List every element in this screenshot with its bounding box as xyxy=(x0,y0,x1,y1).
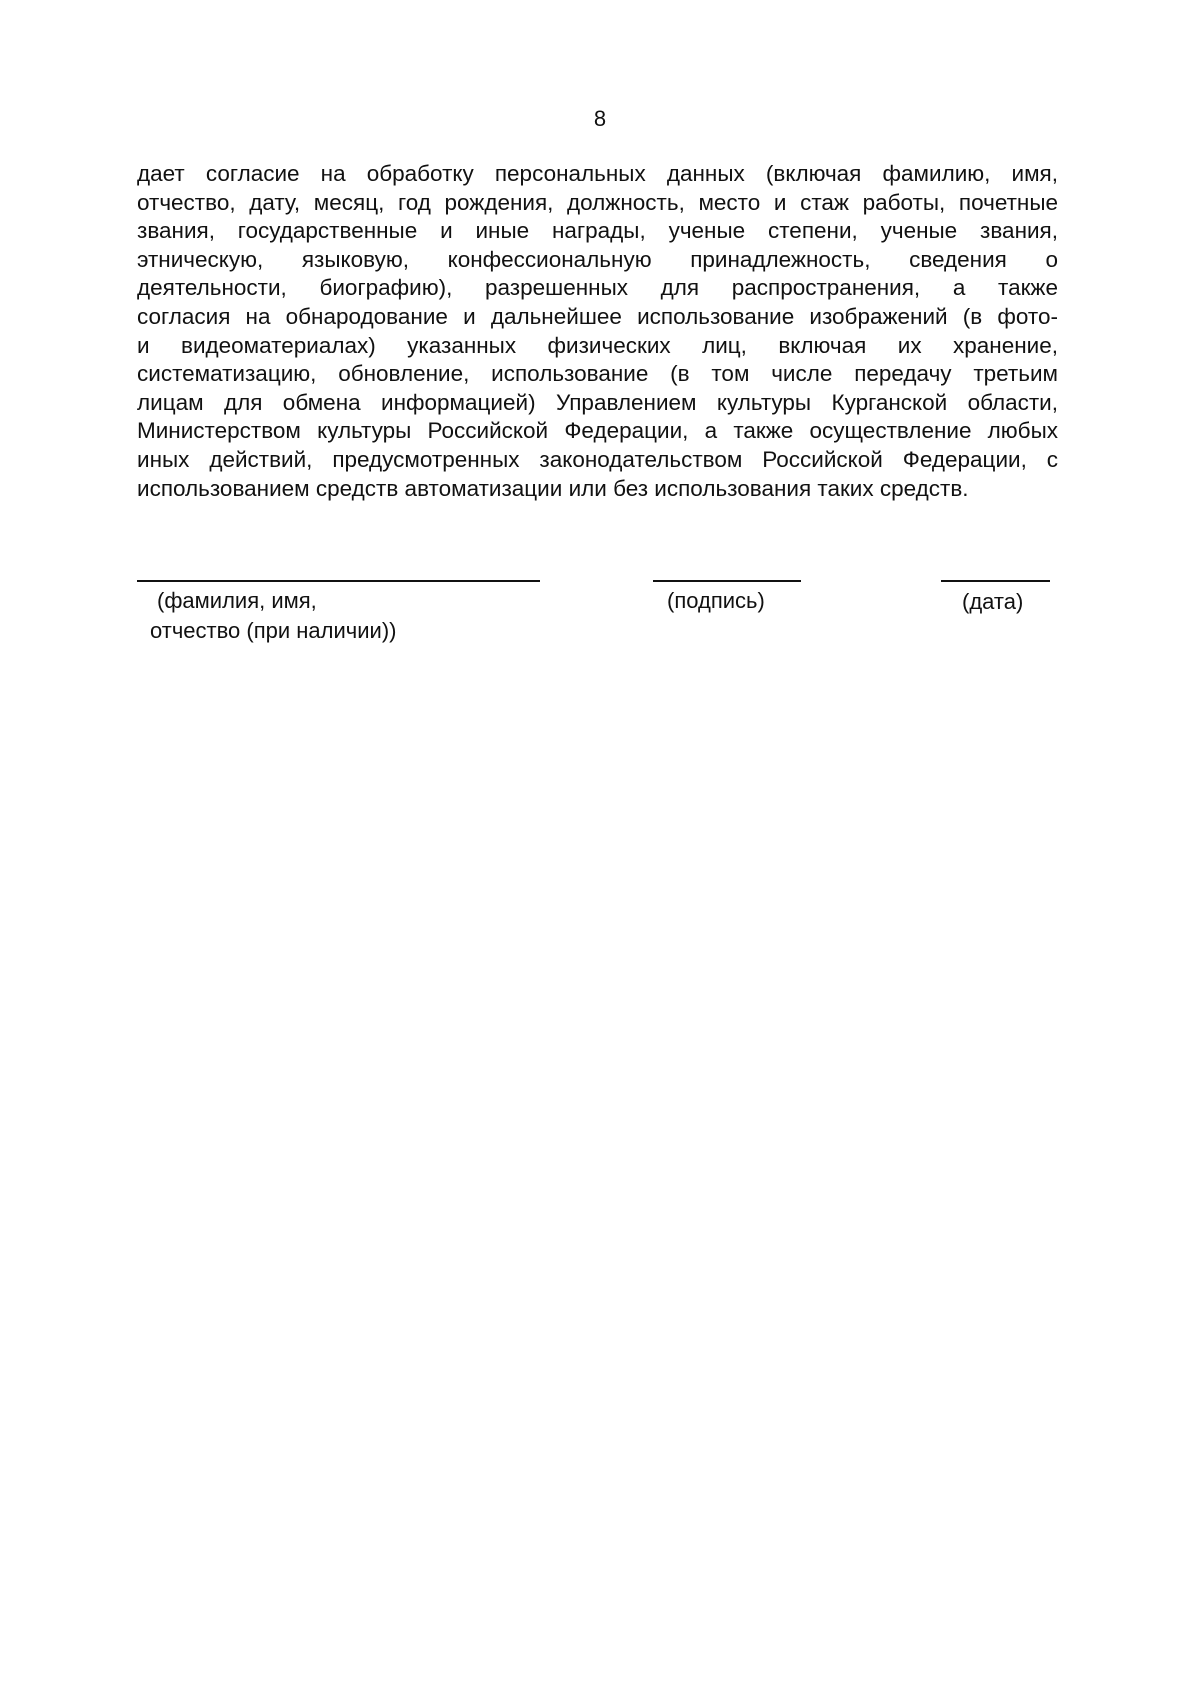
signature-fill-line xyxy=(653,580,801,582)
name-caption-line: (фамилия, имя, xyxy=(157,588,317,613)
signature-caption-label: (подпись) xyxy=(667,588,765,613)
date-fill-line xyxy=(941,580,1050,582)
paragraph-line: звания, государственные и иные награды, ученые степени, ученые звания, xyxy=(137,218,1058,244)
paragraph-line: дает согласие на обработку персональных данных (включая фамилию, имя, xyxy=(137,161,1058,186)
consent-paragraph xyxy=(137,160,1058,503)
name-caption xyxy=(150,586,396,646)
paragraph-line: и видеоматериалах) указанных физических лиц, включая их хранение, xyxy=(137,332,1058,358)
paragraph-line: деятельности, биографию), разрешенных для распространения, а также xyxy=(137,275,1058,301)
name-caption-line: отчество (при наличии)) xyxy=(150,618,397,643)
date-caption-label: (дата) xyxy=(962,589,1024,614)
paragraph-line: систематизацию, обновление, использование (в том числе передачу третьим xyxy=(137,361,1058,387)
paragraph-line: лицам для обмена информацией) Управлением культуры Курганской области, xyxy=(137,389,1058,415)
page-number: 8 xyxy=(593,106,607,131)
date-caption xyxy=(962,587,1023,617)
paragraph-line: Министерством культуры Российской Федерации, а также осуществление любых xyxy=(137,418,1058,444)
paragraph-line: иных действий, предусмотренных законодательством Российской Федерации, с xyxy=(137,446,1058,472)
paragraph-line: использованием средств автоматизации или без использования таких средств. xyxy=(137,475,969,501)
paragraph-line: этническую, языковую, конфессиональную принадлежность, сведения о xyxy=(137,246,1058,272)
paragraph-line: согласия на обнародование и дальнейшее использование изображений (в фото- xyxy=(137,303,1058,329)
signature-caption xyxy=(667,586,765,616)
paragraph-line: отчество, дату, месяц, год рождения, должность, место и стаж работы, почетные xyxy=(137,189,1058,215)
name-fill-line xyxy=(137,580,540,582)
